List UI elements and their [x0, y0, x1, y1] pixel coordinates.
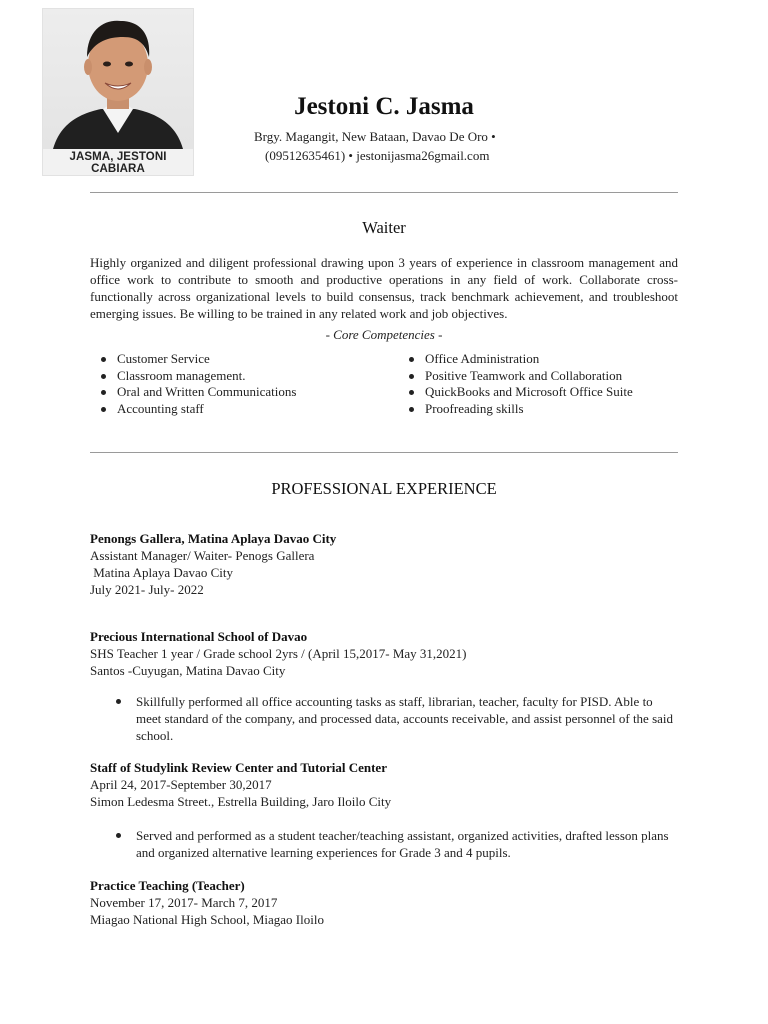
address-line: Brgy. Magangit, New Bataan, Davao De Oro •: [254, 129, 496, 144]
competency-item: Customer Service: [101, 351, 296, 368]
divider: [90, 192, 678, 193]
candidate-name: Jestoni C. Jasma: [294, 93, 474, 120]
competency-item: Proofreading skills: [409, 401, 633, 418]
job-employer: Practice Teaching (Teacher): [90, 878, 245, 893]
job-entry: [90, 759, 690, 810]
job-location: Simon Ledesma Street., Estrella Building, Jaro Iloilo City: [90, 794, 392, 809]
competency-item: Classroom management.: [101, 368, 296, 385]
bullet-icon: [101, 374, 106, 379]
job-employer: Precious International School of Davao: [90, 629, 308, 644]
objective-title: Waiter: [362, 218, 406, 237]
job-employer: Penongs Gallera, Matina Aplaya Davao City: [90, 531, 337, 546]
photo-caption: JASMA, JESTONI CABIARA: [69, 151, 167, 175]
bullet-icon: [409, 374, 414, 379]
job-bullet-text: Skillfully performed all office accounting tasks as staff, librarian, teacher, faculty for PISD. Able to meet standard of the company, and processed data, accounts receivable, and assist personnel of the said school.: [136, 694, 674, 743]
divider: [90, 452, 678, 453]
profile-photo: [42, 8, 194, 176]
contact-line: (09512635461) • jestonijasma26gmail.com: [265, 148, 490, 163]
bullet-icon: [409, 357, 414, 362]
competencies-right-column: [409, 351, 633, 417]
job-bullet: [116, 827, 678, 861]
job-employer: Staff of Studylink Review Center and Tutorial Center: [90, 760, 387, 775]
job-role: SHS Teacher 1 year / Grade school 2yrs / (April 15,2017- May 31,2021): [90, 646, 467, 661]
bullet-icon: [101, 357, 106, 362]
bullet-icon: [101, 407, 106, 412]
job-dates: November 17, 2017- March 7, 2017: [90, 895, 278, 910]
job-entry: [90, 530, 690, 598]
bullet-icon: [409, 407, 414, 412]
job-bullet: [116, 693, 678, 744]
job-dates: April 24, 2017-September 30,2017: [90, 777, 272, 792]
competency-item: Oral and Written Communications: [101, 384, 296, 401]
job-location: Matina Aplaya Davao City: [90, 565, 233, 580]
competency-item: Accounting staff: [101, 401, 296, 418]
bullet-icon: [101, 390, 106, 395]
job-entry: [90, 628, 690, 679]
bullet-icon: [409, 390, 414, 395]
job-role: Assistant Manager/ Waiter- Penogs Gallera: [90, 548, 315, 563]
competency-item: QuickBooks and Microsoft Office Suite: [409, 384, 633, 401]
job-location: Santos -Cuyugan, Matina Davao City: [90, 663, 286, 678]
core-competencies-heading: - Core Competencies -: [325, 327, 443, 342]
bullet-icon: [116, 833, 121, 838]
competencies-left-column: [101, 351, 296, 417]
job-bullet-text: Served and performed as a student teacher/teaching assistant, organized activities, drafted lesson plans and organized alternative learning experiences for Grade 3 and 4 pupils.: [136, 828, 669, 860]
experience-title: PROFESSIONAL EXPERIENCE: [271, 479, 497, 498]
competency-item: Positive Teamwork and Collaboration: [409, 368, 633, 385]
job-location: Miagao National High School, Miagao Iloilo: [90, 912, 324, 927]
profile-portrait: [43, 9, 193, 149]
job-entry: [90, 877, 690, 928]
bullet-icon: [116, 699, 121, 704]
job-dates: July 2021- July- 2022: [90, 582, 204, 597]
summary-paragraph: Highly organized and diligent professional drawing upon 3 years of experience in classroom management and office work to contribute to smooth and productive operations in any field of work. Collaborate cross-functionally across organizational levels to build consensus, track benchmark achievement, and troubleshoot emerging issues. Be willing to be trained in any related work and job objectives.: [90, 255, 678, 321]
portrait-illustration: [43, 9, 193, 149]
competency-item: Office Administration: [409, 351, 633, 368]
